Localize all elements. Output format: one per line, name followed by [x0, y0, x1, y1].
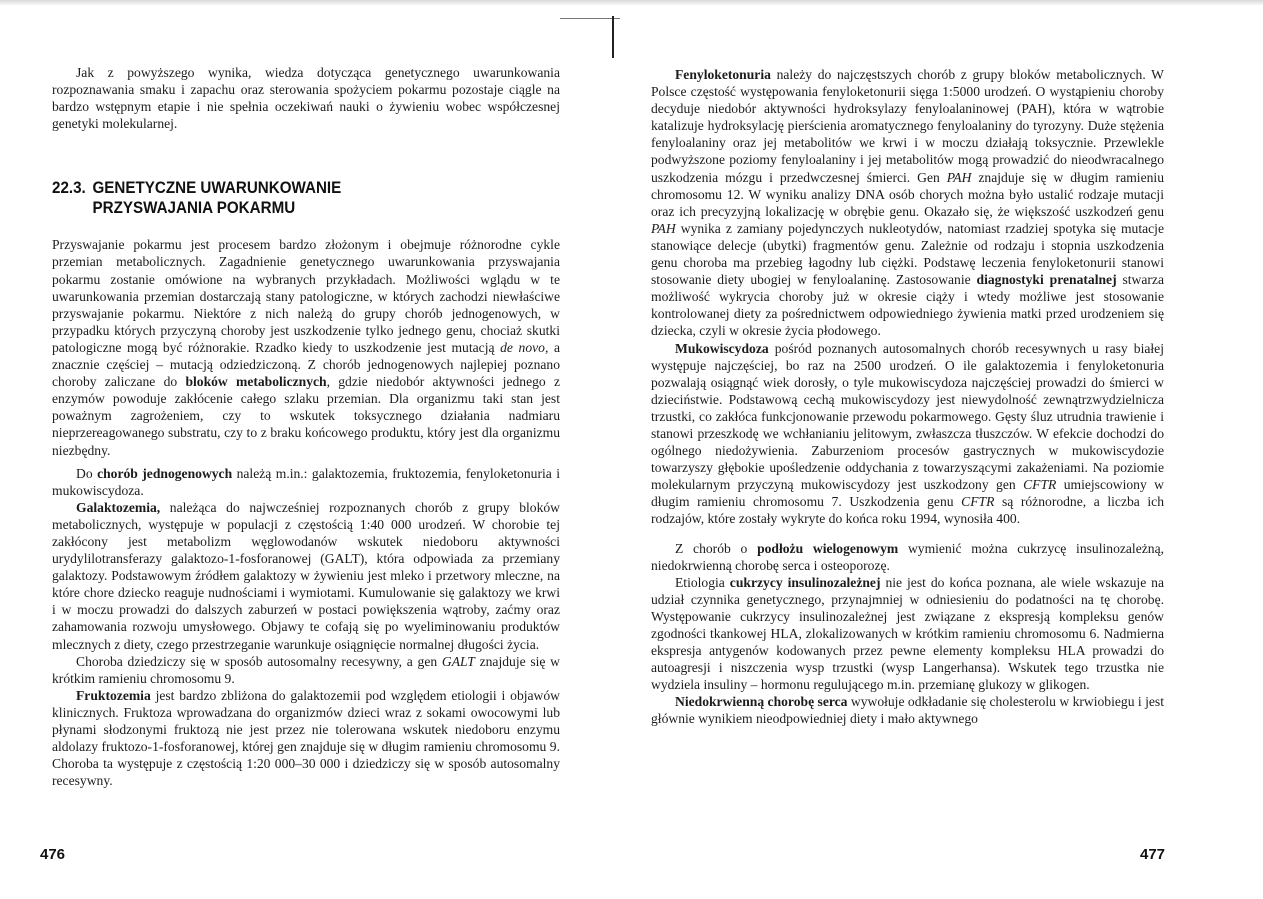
term-metabolic-blocks: bloków metabolicznych: [185, 374, 327, 390]
text: wywołuje odkładanie się cholesterolu w krwiobiegu i jest głównie wynikiem nieodpowiedniej diety i mało aktywnego: [651, 694, 1164, 727]
term-ischemic-heart-disease: Niedokrwienną chorobę serca: [675, 694, 848, 710]
paragraph-monogenic: [52, 465, 560, 499]
binding-line: [560, 18, 620, 19]
book-gutter: [612, 16, 614, 58]
text: wymienić można cukrzycę insulinozależną, niedokrwienną chorobę serca i osteoporozę.: [651, 540, 1165, 573]
gene-cftr: CFTR: [1023, 477, 1057, 493]
page-top-shadow: [0, 0, 1263, 6]
intro-paragraph: Jak z powyższego wynika, wiedza dotycząca genetycznego uwarunkowania rozpoznawania smaku i zapachu oraz sterowania spożyciem pokarmu pozostaje ciągle na bardzo wstępnym etapie i nie spełnia oczekiwań nauki o żywieniu wobec współczesnej genetyki molekularnej.: [52, 65, 560, 132]
text: , a znacznie częściej – mutacją odziedziczoną. Z chorób jednogenowych najlepiej poznano choroby zaliczane do: [52, 339, 560, 390]
paragraph-polygenic: [651, 540, 1164, 574]
term-insulin-dependent-diabetes: cukrzycy insulinozależnej: [729, 574, 881, 590]
page-number-right: 477: [1140, 846, 1166, 863]
term-cystic-fibrosis: Mukowiscydoza: [675, 340, 769, 356]
text: Do: [76, 465, 98, 481]
term-polygenic: podłożu wielogenowym: [757, 540, 899, 556]
left-page: [52, 64, 560, 789]
gene-pah: PAH: [946, 169, 972, 185]
paragraph-fructosemia: [52, 687, 560, 790]
text: należy do najczęstszych chorób z grupy bloków metabolicznych. W Polsce częstość występowania fenyloketonurii sięga 1:5000 urodzeń. O wystąpieniu choroby decyduje niedobór aktywności hydroksylazy fenyloalaninowej (PAH), która w wątrobie katalizuje hydroksylację pierścienia aromatycznego fenyloalaniny do tyrozyny. Duże stężenia fenyloalaniny oraz jej metabolitów we krwi i w moczu działają toksycznie. Przewlekle podwyższone poziomy fenyloalaniny i jej metabolitów mogą prowadzić do nieodwracalnego uszkodzenia mózgu i przedwczesnej śmierci. Gen: [651, 67, 1164, 185]
text: Przyswajanie pokarmu jest procesem bardzo złożonym i obejmuje różnorodne cykle przemian metabolicznych. Zagadnienie genetycznego uwarunkowania przyswajania pokarmu zostanie omówione na wybranych przykładach. Możliwości wglądu w te uwarunkowania przemian dostarczają stany patologiczne, w których zachodzi niewłaściwe przyswajanie pokarmu. Niektóre z nich należą do grupy chorób jednogenowych, w przypadku których przyczyną choroby jest uszkodzenie tylko jednego genu, chociaż skutki patologiczne mogą być różnorakie. Rzadko kiedy to uszkodzenie jest mutacją: [52, 237, 560, 355]
text: należąca do najwcześniej rozpoznanych chorób z grupy bloków metabolicznych, występuje w populacji z częstością 1:40 000 urodzeń. W chorobie tej zakłócony jest metabolizm węglowodanów wskutek niedoboru aktywności urydylilotransferazy galaktozo-1-fosforanowej (GALT), która odpowiada za przemiany galaktozy. Podstawowym źródłem galaktozy w żywieniu jest mleko i przetwory mleczne, na które chore dziecko reaguje nudnościami i wymiotami. Kumulowanie się galaktozy we krwi i w moczu prowadzi do dalszych zaburzeń w postaci powiększenia wątroby, zaćmy oraz zahamowania rozwoju umysłowego. Objawy te cofają się po wyeliminowaniu produktów mlecznych z diety, czego przestrzeganie warunkuje osiągnięcie normalnej długości życia.: [52, 499, 560, 652]
term-de-novo: de novo: [500, 339, 545, 355]
gene-galt: GALT: [441, 653, 475, 669]
text: nie jest do końca poznana, ale wiele wskazuje na udział czynnika genetycznego, przynajmniej w odniesieniu do podatności na tę chorobę. Występowanie cukrzycy insulinozależnej jest związane z ekspresją kompleksu genów zgodności tkankowej HLA, zlokalizowanych w krótkim ramieniu chromosomu 6. Nadmierna ekspresja antygenów kodowanych przez pewne elementy kompleksu HLA prowadzi do autoagresji i niszczenia wysp trzustki (wysp Langerhansa). Wskutek tego trzustka nie wydziela insuliny – hormonu regulującego m.in. przemianę glukozy w glikogen.: [651, 574, 1165, 693]
text: są różnorodne, a liczba ich rodzajów, które zostały wykryte do końca roku 1994, wynosiła 400.: [651, 494, 1164, 527]
paragraph-assimilation: [52, 236, 560, 458]
paragraph-galt: [52, 653, 560, 687]
section-title-line1: GENETYCZNE UWARUNKOWANIE: [92, 179, 342, 198]
text: znajduje się w długim ramieniu chromosomu 12. W wyniku analizy DNA osób chorych można było ustalić rodzaje mutacji oraz ich precyzyjną lokalizację w obrębie genu. Okazało się, że większość uszkodzeń genu: [651, 169, 1164, 219]
text: Choroba dziedziczy się w sposób autosomalny recesywny, a gen: [76, 653, 442, 669]
term-galactosemia: Galaktozemia,: [76, 499, 161, 515]
text: pośród poznanych autosomalnych chorób recesywnych u rasy białej występuje najczęściej, bo raz na 2500 urodzeń. O ile galaktozemia i fenyloketonuria pozwalają osiągnąć wiek dorosły, o tyle mukowiscydoza najczęściej prowadzi do śmierci w dzieciństwie. Podstawową cechą mukowiscydozy jest niewydolność zewnątrzwydzielnicza trzustki, co zakłóca funkcjonowanie przewodu pokarmowego. Gęsty śluz utrudnia trawienie i stanowi przeszkodę we wchłanianiu jelitowym, zwłaszcza tłuszczów. W efekcie dochodzi do ogólnego niedożywienia. Zaburzeniom procesów gastrycznych w mukowiscydozie towarzyszy głębokie upośledzenie oddychania z towarzyszącymi zakażeniami. Na poziomie molekularnym przyczyną mukowiscydozy jest uszkodzony gen: [651, 340, 1164, 493]
term-monogenic-diseases: chorób jednogenowych: [97, 465, 233, 481]
text: , gdzie niedobór aktywności jednego z enzymów powoduje zakłócenie całego szlaku przemian. Dla organizmu taki stan jest poważnym zagrożeniem, czy to wskutek toksycznego działania nadmiaru nieprzereagowanego substratu, czy to z braku końcowego produktu, który jest dla organizmu niezbędny.: [52, 374, 560, 458]
term-prenatal-diagnostics: diagnostyki prenatalnej: [976, 272, 1117, 288]
section-title-line2: PRZYSWAJANIA POKARMU: [92, 199, 296, 218]
text: stwarza możliwość wykrycia choroby już w okresie ciąży i wtedy możliwe jest stosowanie kontrolowanej diety za pośrednictwem odpowiedniego żywienia matki przed urodzeniem się dziecka, czyli w okresie życia płodowego.: [651, 272, 1164, 339]
text: znajduje się w krótkim ramieniu chromosomu 9.: [52, 653, 560, 686]
page-number-left: 476: [40, 846, 66, 863]
text: należą m.in.: galaktozemia, fruktozemia, fenyloketonuria i mukowiscydoza.: [52, 465, 560, 498]
section-number: 22.3.: [52, 179, 86, 198]
text: wynika z zamiany pojedynczych nukleotydów, natomiast rzadziej spotyka się mutacje stanowiące delecje (ubytki) fragmentów genu. Zależnie od rodzaju i stopnia uszkodzenia genu choroba ma przebieg łagodny lub ciężki. Podstawę leczenia fenyloketonurii stanowi stosowanie diety ubogiej w fenyloalaninę. Zastosowanie: [651, 220, 1164, 288]
text: umiejscowiony w długim ramieniu chromosomu 7. Uszkodzenia genu: [651, 477, 1164, 510]
term-fructosemia: Fruktozemia: [76, 687, 151, 703]
text: jest bardzo zbliżona do galaktozemii pod względem etiologii i objawów klinicznych. Fruktoza wprowadzana do organizmów dzieci wraz z sokami owocowymi lub płynami słodzonymi fruktozą nie jest przez nie tolerowana wskutek niedoboru enzymu aldolazy fruktozo-1-fosforanowej, której gen znajduje się w długim ramieniu chromosomu 9. Choroba ta występuje z częstością 1:20 000–30 000 i dziedziczy się w sposób autosomalny recesywny.: [52, 687, 560, 789]
paragraph-galactosemia: [52, 499, 560, 653]
term-phenylketonuria: Fenyloketonuria: [675, 67, 771, 82]
gene-pah: PAH: [651, 220, 676, 236]
paragraph-phenylketonuria: [651, 66, 1164, 340]
paragraph-diabetes: [651, 574, 1164, 694]
right-page: [651, 66, 1164, 728]
text: Z chorób o: [675, 540, 758, 556]
gene-cftr: CFTR: [961, 494, 995, 510]
paragraph-heart-disease: [651, 693, 1164, 727]
paragraph-cystic-fibrosis: [651, 340, 1164, 528]
text: Etiologia: [675, 574, 730, 590]
section-heading: [52, 178, 519, 218]
